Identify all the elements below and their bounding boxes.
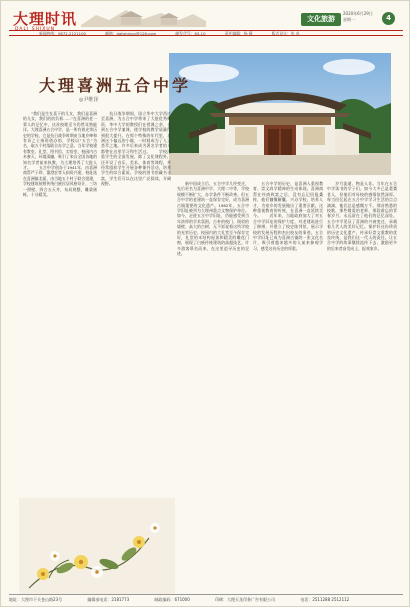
article-column-5: 岁月流逝，物是人非。当年在五合中学读书的学子们，如今大多已是耄耋老人，但他们对母校的感情依然深厚。每当回忆起在五合中学学习生活的点点滴滴，他们总是感慨万千。那首熟悉的校歌，那些敬爱的老师，那段难忘的青春岁月，永远留在了他们的记忆深处。 五合中学见证了喜洲的兴衰变迁，承载着几代人的美好记忆。保护好这份珍贵的历史文化遗产，传承好崇文重教的优良传统，是我们这一代人的责任。让五合中学的故事继续流传下去，激励更多的后来者奋发向上、报效家乡。 — [327, 181, 397, 251]
masthead — [1, 1, 410, 45]
section-tag: 文化旅游 — [301, 13, 341, 26]
masthead-info-bar: 新闻热线：0872-2121100 邮箱：dalishixun@126.com 邮发代号：63-10 责任编辑：杨 静 版式设计：毕 卓 — [9, 30, 403, 36]
newspaper-logo: 大理时讯 — [13, 10, 78, 28]
article-column-1: “我们是生在喜下的儿女，我们是喜洲的儿女，我们的肩负着……”在喜洲的老一辈人的记忆中，这首校歌至今仍然耳熟能详。大理喜洲五合中学，是一所有着光荣历史的学校，它是抗日战争时期由当地乡绅和有识之士捐资创办的，学校以“五合”为名，取五个村落联合办学之意。当年学校建有教室、礼堂、图书馆、实验室，校园内古木参天，环境清幽，吸引了来自全国各地的知名学者前来执教，为大理培养了大批人才。 五合中学创办于1941年，由喜洲商帮严子珍、董澄农等人捐资兴建，校址选在喜洲镇北面，由当地五个村子联合组建，学校建筑按照传统白族民居风格设计，三坊一照壁、四合五天井，布局规整，雕梁画栋，十分精美。 — [23, 111, 97, 198]
issue-date: 2020年6月29日 星期一 — [343, 11, 373, 22]
masthead-scenery-illustration — [81, 5, 206, 27]
flower-painting-illustration — [19, 498, 175, 594]
page-number: 4 — [382, 12, 395, 25]
school-gate-photo — [169, 53, 391, 175]
article-column-2: 抗日战争期间，国立华中大学西迁至喜洲，为五合中学带来了大批优秀师资，华中大学的教授们在授课之余，也到五合中学兼课，使学校的教学质量得到很大提升。在那个特殊的年代里，喜洲这个偏远的小镇，一时间成为了人文荟萃之地。许多后来成为著名学者的人都曾在这里学习和生活过。 学校注重学生的全面发展，除了文化课程外，还开设了音乐、美术、体育等课程，并经常组织学生开展各种课外活动，培养学生的综合素质。学校的图书馆藏书丰富，学生们可以在这里广泛阅读，开阔视野。 — [101, 111, 171, 187]
article-title: 大理喜洲五合中学 — [39, 76, 192, 95]
page-footer: 地址：大理市下关苍山路23号 编辑部电话：2181773 邮政编码：671000 印刷：大理天龙印务广告有限公司 电话：2511288 2512112 — [9, 594, 403, 604]
article-column-4: 五合中学的历史，是喜洲人重视教育、崇文尚学精神的生动体现。喜洲商帮在经商致富之后，没有忘记回报桑梓，他们慷慨解囊，兴办学校，培养人才，为家乡的发展做出了重要贡献。这种重视教育的传统，在喜洲一直延续至今。 近年来，当地政府加大了对五合中学旧址的保护力度，对老建筑进行了修缮，并建立了校史陈列馆，展示学校的发展历程和杰出校友的事迹。五合中学旧址已成为喜洲古镇的一张文化名片，吸引着越来越多的人前来参观学习，感受这份历史的厚重。 — [253, 181, 323, 251]
newspaper-logo-sub: DALI SHIXUN — [15, 27, 56, 32]
article-column-3: 新中国成立后，五合中学几经变迁，先后更名为喜洲中学、大理二中等，学校规模不断扩大，办学条件不断改善。但五合中学的老建筑一直保存完好，成为喜洲古镇重要的文化遗产。1982年，五合中学旧址被列为大理州重点文物保护单位。 如今，走进五合中学旧址，仍能感受到当年浓厚的学术氛围。古朴的校门、斑驳的墙壁、高大的古树，无不诉说着这所学校的光荣历史。校园内的大礼堂至今保存完好，礼堂的木结构屋顶和精美的雕花门窗，展现了白族传统建筑的高超技艺。许多游客慕名而来，在这里追寻历史的足迹。 — [177, 181, 249, 257]
article-byline: ◎尹维泽 — [79, 97, 99, 103]
